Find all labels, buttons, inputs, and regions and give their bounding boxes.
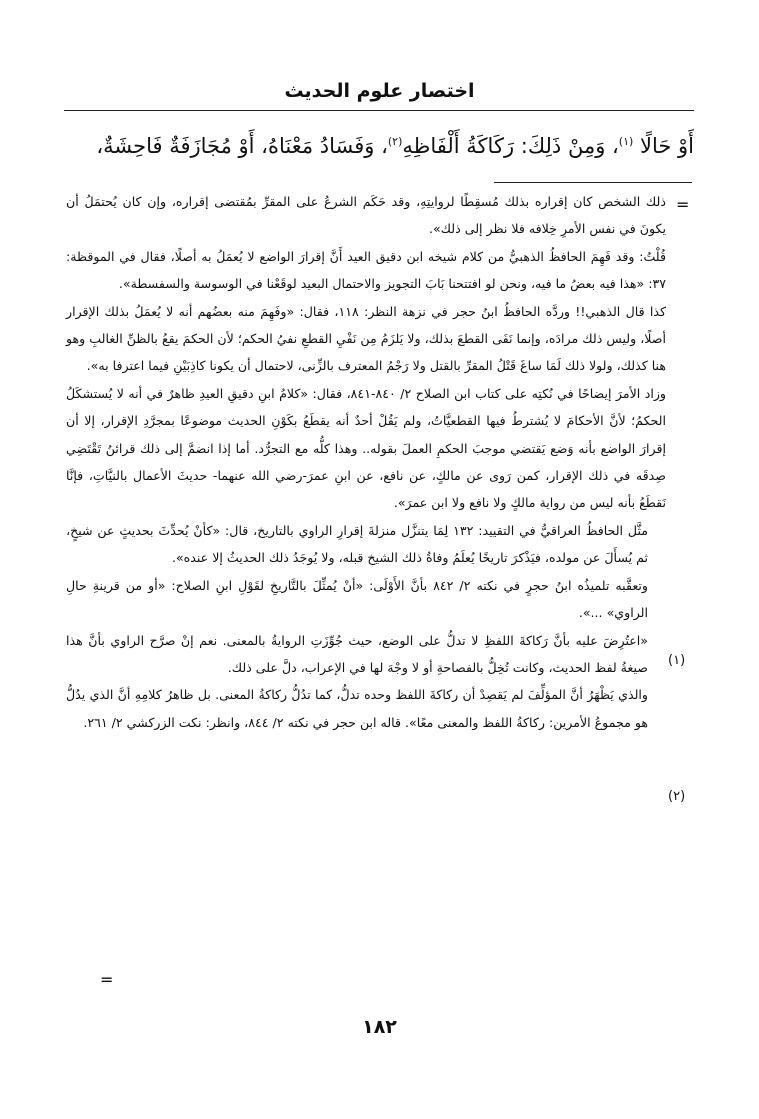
continuation-mark-bottom: =	[100, 970, 114, 989]
main-text-part-1: أَوْ حَالًا	[633, 134, 694, 158]
header-rule	[64, 110, 694, 111]
footnote-paragraph: قُلْتُ: وقد فَهِمَ الحافظُ الذهبيُّ من كلام شيخه ابن دقيق العيد أَنَّ إقرارَ الواضع لا يُعمَلُ به أصلًا، فقال في الموقظة: ٣٧: «هذا فيه بعضُ ما فيه، ونحن لو افتتحنا بَابَ التجويز والاحتمال البعيد لوقَعْنا في الوسوسة والسفسطة».	[66, 248, 666, 292]
main-text-part-3: ، وَفَسَادُ مَعْنَاهُ، أَوْ مُجَازَفَةٌ فَاحِشَةٌ،	[96, 134, 388, 158]
footnote-number-2: (٢)	[668, 789, 686, 804]
footnote-ref-1: (١)	[618, 135, 634, 148]
main-text-part-2: ، وَمِنْ ذَلِكَ: رَكَاكَةُ أَلْفَاظِهِ	[402, 134, 619, 158]
continuation-mark-top: =	[676, 195, 690, 214]
footnote-continuation	[66, 188, 666, 517]
footnote-paragraph: ذلك الشخص كان إقراره بذلك مُسقِطًا لروايتِهِ، وقد حَكَم الشرعُ على المقرِّ بمُقتضى إقراره، وإن كان يُحتمَلُ أن يكونَ في نفس الأمرِ خِلافه فلا نظر إلى ذلك».	[66, 194, 666, 237]
running-header: اختصار علوم الحديث	[284, 80, 475, 102]
footnote-2	[66, 627, 648, 737]
footnote-paragraph: كذا قال الذهبي!! وردَّه الحافظُ ابنُ حجر في نزهة النظر: ١١٨، فقال: «وفَهِمَ منه بعضُهم أنه لا يُعمَلُ بذلك الإقرار أصلًا، وليس ذلك مرادَه، وإنما نَفَى القطعَ بذلك، ولا يَلزَمُ مِن نَفْيِ القطعِ نفيُ الحكم؛ لأن الحكمَ يقعُ بالظنِّ الغالبِ وهو هنا كذلك، ولولا ذلك لَمَا ساغَ قَتْلُ المقرِّ بالقتل ولا رَجْمُ المعترف بالزِّنى، لاحتمال أن يكونا كاذِبَيْنِ فيما اعترفا به».	[66, 303, 666, 374]
footnote-separator	[494, 182, 692, 183]
footnote-number-1: (١)	[668, 653, 686, 668]
main-text-line	[64, 124, 694, 164]
footnote-paragraph: وزاد الأمرَ إيضاحًا في نُكتِه على كتاب ابن الصلاح ٢/ ٨٤٠-٨٤١، فقال: «كلامُ ابنِ دقيقِ العيدِ ظاهرٌ في أنه لا يُستشكَلُ الحكمُ؛ لأنَّ الأحكامَ لا يُشترطُ فيها القطعيَّاتُ، ولم يَقُلْ أحدٌ أنه يقطَعُ بكَوْنِ الحديث موضوعًا بمجرَّدِ الإقرار، إلا أن إقرارَ الواضع بأنه وَضع يَقتضي موجبَ الحكمِ العملَ بقوله.. وهذا كلُّه مع التجرُّد. أما إذا انضمَّ إلى ذلك قرائنُ تَقْتَضِي صِدقَه في ذلك الإقرار، كمن رَوى عن مالكٍ، عن نافع، عن ابنِ عمرَ-رضي الله عنهما- حديثَ الأعمال بالنيَّاتِ، فإنَّا نَقطَعُ بأنه ليس من رواية مالكٍ ولا نافع ولا ابن عمرَ».	[66, 385, 667, 511]
footnote-paragraph: مثَّل الحافظُ العراقيُّ في التقييد: ١٣٢ لِمَا يتنزَّل منزلةَ إقرارِ الراوي بالتاريخ، قال: «كأنْ يُحدِّثَ بحديثٍ عن شيخٍ، ثم يُسأَلَ عن مولده، فيَذْكرَ تاريخًا يُعلَمُ وفاةُ ذلك الشيخ قبله، ولا يُوجَدُ ذلك الحديثُ إلا عنده».	[66, 522, 648, 566]
footnotes-block	[66, 188, 688, 736]
footnote-1	[66, 517, 648, 627]
footnote-paragraph: وتعقَّبه تلميذُه ابنُ حجرٍ في نكته ٢/ ٨٤٢ بأنَّ الأَوْلَى: «أنْ يُمثِّلَ بالتَّاريخِ لقَوْلِ ابنِ الصلاح: «أو من قرينةِ حالِ الراوي» ...».	[66, 577, 648, 621]
footnote-ref-2: (٢)	[387, 135, 403, 148]
page-number: ١٨٢	[362, 1016, 397, 1038]
footnote-paragraph: «اعتُرِضَ عليه بأنَّ رَكاكةَ اللفظِ لا تدلُّ على الوضع، حيث جُوِّزَتِ الروايةُ بالمعنى. نعم إنْ صرَّح الراوي بأنَّ هذا صيغةُ لفظ الحديث، وكانت تُخِلُّ بالفصاحةِ أو لا وجْهَ لها في الإعراب، دلَّ على ذلك.	[66, 632, 648, 675]
footnote-paragraph: والذي يَظْهَرُ أنَّ المؤلِّفَ لم يَقصِدْ أن ركاكةَ اللفظ وحده تدلُّ، كما تدُلُّ ركاكةُ المعنى. بل ظاهرُ كلامِهِ أنَّ الذي يدُلُّ هو مجموعُ الأمرين: ركاكةُ اللفظ والمعنى معًا». قاله ابن حجر في نكته ٢/ ٨٤٤، وانظر: نكت الزركشي ٢/ ٢٦١.	[66, 687, 648, 730]
